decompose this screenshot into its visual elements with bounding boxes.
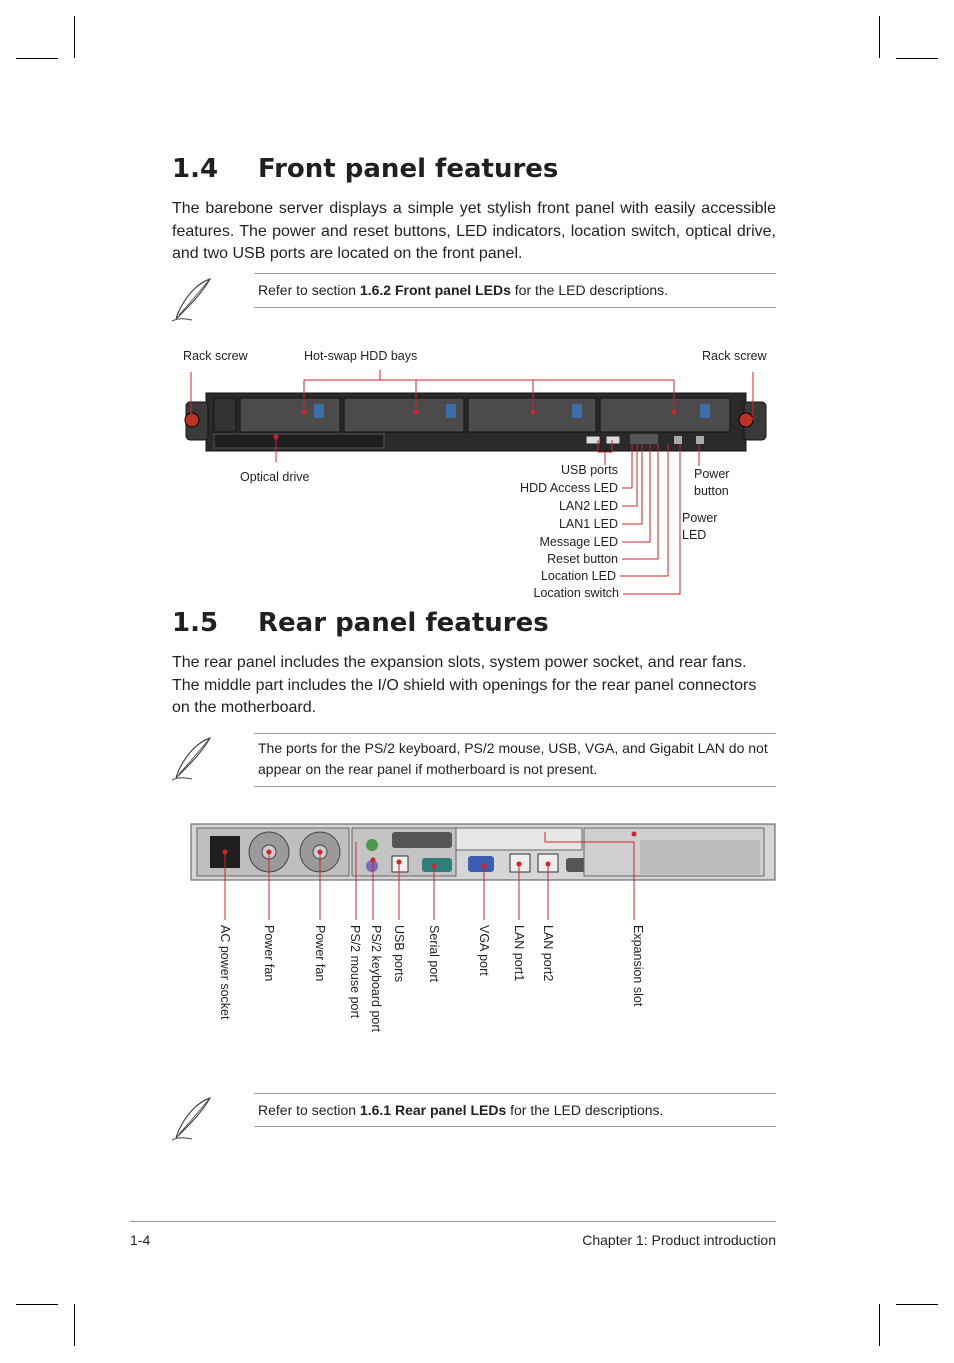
label-power-button: Power button [694,467,730,498]
label-power-fan-1: Power fan [262,925,276,982]
quill-pen-icon [170,1096,214,1142]
label-message-led: Message LED [539,535,618,549]
label-serial-port: Serial port [427,925,441,982]
footer-rule [130,1221,776,1222]
rear-leds-note: Refer to section 1.6.1 Rear panel LEDs for the LED descriptions. [254,1093,776,1127]
label-power-led: Power LED [682,511,718,542]
label-power-fan-2: Power fan [313,925,327,982]
label-ac-power-socket: AC power socket [218,925,232,1020]
label-location-switch: Location switch [533,586,619,600]
label-rack-screw-left: Rack screw [183,349,248,363]
label-ps2-keyboard-port: PS/2 keyboard port [369,925,383,1033]
label-lan1-led: LAN1 LED [558,517,618,531]
label-optical-drive: Optical drive [240,470,310,484]
label-rack-screw-right: Rack screw [702,349,767,363]
section-title: Front panel features [258,154,559,184]
front-paragraph: The barebone server displays a simple yet stylish front panel with easily accessible features. The power and reset buttons, LED indicators, location switch, optical drive, and two USB ports are located on the front panel. [172,200,776,262]
label-lan-port2: LAN port2 [541,925,555,982]
label-usb-ports-rear: USB ports [392,925,406,982]
label-lan2-led: LAN2 LED [558,499,618,513]
label-lan-port1: LAN port1 [512,925,526,982]
chapter-title: Chapter 1: Product introduction [582,1232,776,1248]
label-expansion-slot: Expansion slot [631,925,645,1007]
label-reset-button: Reset button [547,552,618,566]
label-location-led: Location LED [540,569,616,583]
label-ps2-mouse-port: PS/2 mouse port [348,925,362,1019]
rear-note: The ports for the PS/2 keyboard, PS/2 mouse, USB, VGA, and Gigabit LAN do not appear on the rear panel if motherboard is not present. [254,733,776,787]
label-usb-ports-front: USB ports [561,463,618,477]
page-number: 1-4 [130,1232,151,1248]
front-note: Refer to section 1.6.2 Front panel LEDs for the LED descriptions. [254,273,776,308]
label-hdd-access-led: HDD Access LED [520,481,618,495]
label-vga-port: VGA port [477,925,491,976]
rear-paragraph: The rear panel includes the expansion slots, system power socket, and rear fans. The middle part includes the I/O shield with openings for the rear panel connectors on the motherboard. [172,654,757,716]
section-title: Rear panel features [258,608,549,638]
section-number: 1.5 [172,608,219,638]
label-hdd-bays: Hot-swap HDD bays [304,349,418,363]
section-number: 1.4 [172,154,219,184]
